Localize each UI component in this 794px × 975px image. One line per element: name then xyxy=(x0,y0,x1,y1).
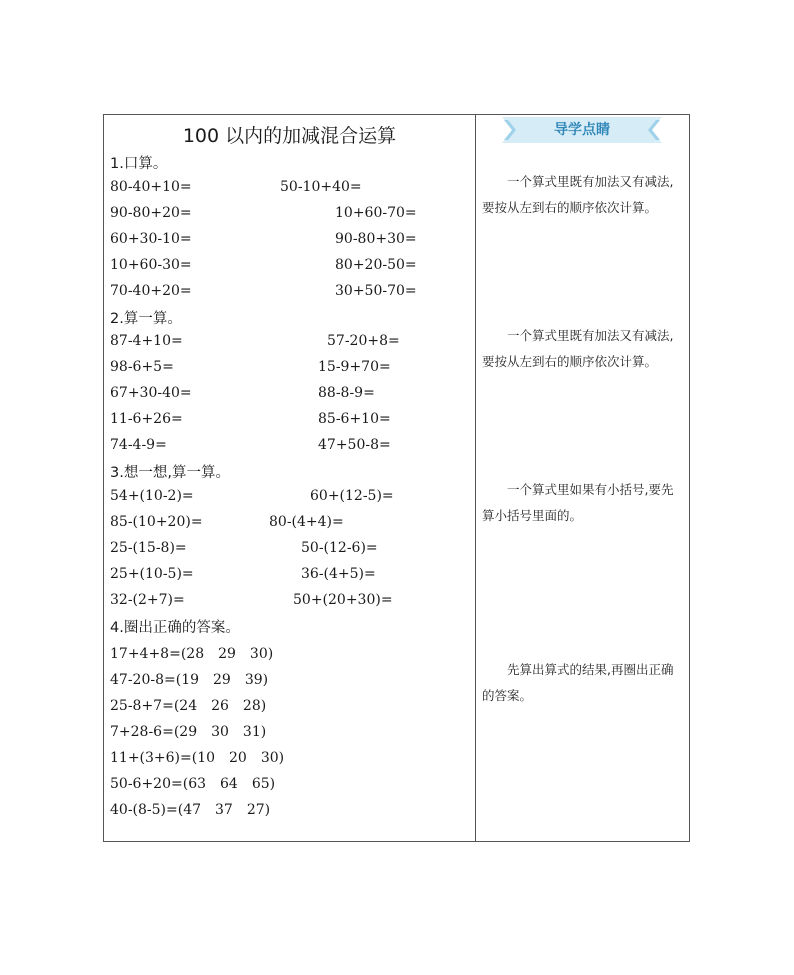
section-3-heading: 3.想一想,算一算。 xyxy=(110,465,230,481)
exercise-item: 50+(20+30)= xyxy=(293,592,393,608)
exercise-item: 10+60-30= xyxy=(110,257,192,273)
exercise-item: 17+4+8=(28 29 30) xyxy=(110,646,274,662)
exercise-item: 40-(8-5)=(47 37 27) xyxy=(110,802,271,818)
exercise-item: 90-80+20= xyxy=(110,205,192,221)
section-1-heading: 1.口算。 xyxy=(110,156,168,172)
exercise-item: 80-(4+4)= xyxy=(269,514,344,530)
worksheet-table xyxy=(103,114,690,842)
section-2-heading: 2.算一算。 xyxy=(110,311,182,327)
exercise-item: 98-6+5= xyxy=(110,359,174,375)
exercise-item: 30+50-70= xyxy=(335,283,417,299)
exercise-item: 60+(12-5)= xyxy=(310,488,394,504)
exercise-item: 7+28-6=(29 30 31) xyxy=(110,724,267,740)
exercise-item: 80+20-50= xyxy=(335,257,417,273)
exercise-item: 25+(10-5)= xyxy=(110,566,194,582)
exercise-item: 11+(3+6)=(10 20 30) xyxy=(110,750,285,766)
exercise-item: 85-6+10= xyxy=(318,411,391,427)
exercise-item: 25-8+7=(24 26 28) xyxy=(110,698,267,714)
exercise-item: 74-4-9= xyxy=(110,437,167,453)
exercise-item: 60+30-10= xyxy=(110,231,192,247)
exercise-item: 80-40+10= xyxy=(110,179,192,195)
exercise-item: 10+60-70= xyxy=(335,205,417,221)
tip-paragraph: 一个算式里既有加法又有减法,要按从左到右的顺序依次计算。 xyxy=(482,328,674,369)
exercise-item: 88-8-9= xyxy=(318,385,375,401)
tip-paragraph: 一个算式里如果有小括号,要先算小括号里面的。 xyxy=(482,482,674,523)
exercise-item: 67+30-40= xyxy=(110,385,192,401)
exercise-item: 36-(4+5)= xyxy=(301,566,376,582)
exercise-item: 25-(15-8)= xyxy=(110,540,187,556)
exercise-item: 90-80+30= xyxy=(335,231,417,247)
exercise-item: 57-20+8= xyxy=(327,333,400,349)
exercise-item: 47-20-8=(19 29 39) xyxy=(110,672,269,688)
exercise-item: 15-9+70= xyxy=(318,359,391,375)
exercise-item: 54+(10-2)= xyxy=(110,488,194,504)
exercise-item: 50-(12-6)= xyxy=(301,540,378,556)
tip-paragraph: 一个算式里既有加法又有减法,要按从左到右的顺序依次计算。 xyxy=(482,174,674,215)
banner-title: 导学点睛 xyxy=(554,122,610,138)
exercise-item: 50-6+20=(63 64 65) xyxy=(110,776,276,792)
exercise-item: 11-6+26= xyxy=(110,411,183,427)
exercise-item: 50-10+40= xyxy=(280,179,362,195)
section-4-heading: 4.圈出正确的答案。 xyxy=(110,620,240,636)
exercise-item: 70-40+20= xyxy=(110,283,192,299)
exercise-item: 85-(10+20)= xyxy=(110,514,203,530)
tip-paragraph: 先算出算式的结果,再圈出正确的答案。 xyxy=(482,662,674,703)
exercise-item: 32-(2+7)= xyxy=(110,592,185,608)
guidance-column xyxy=(476,115,689,841)
exercise-item: 47+50-8= xyxy=(318,437,391,453)
exercise-item: 87-4+10= xyxy=(110,333,183,349)
worksheet-title: 100 以内的加减混合运算 xyxy=(182,125,397,147)
